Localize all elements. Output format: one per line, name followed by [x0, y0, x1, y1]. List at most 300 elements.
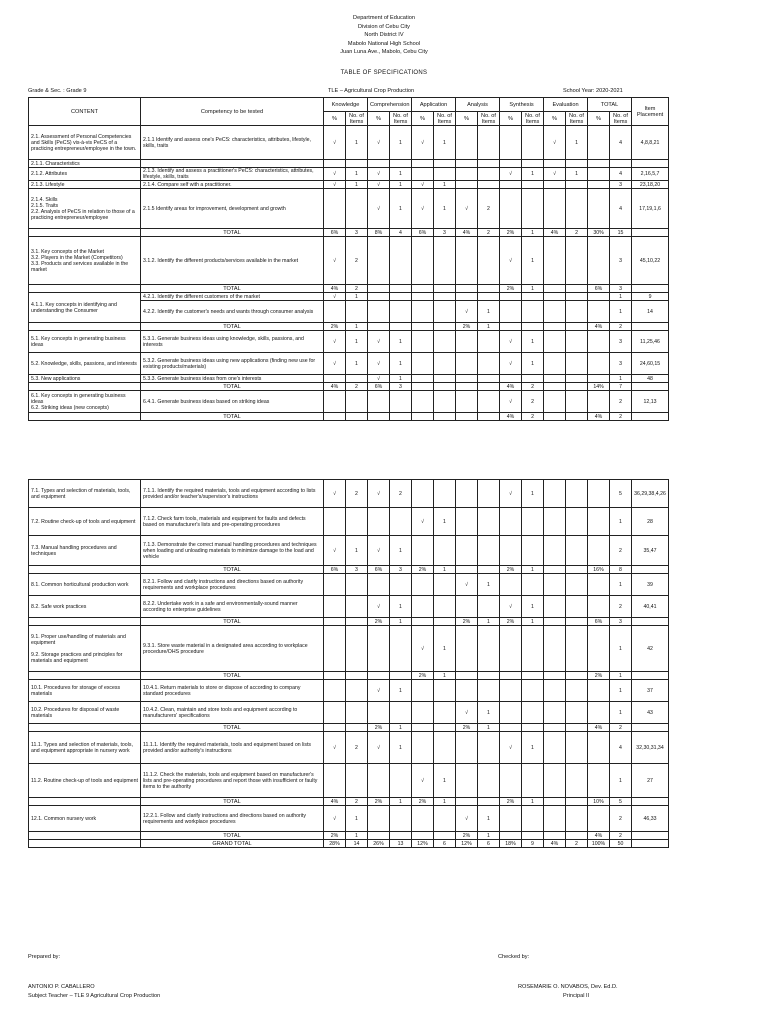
total-value	[566, 285, 588, 293]
check-cell	[500, 508, 522, 536]
item-count-cell	[522, 680, 544, 702]
table-row	[29, 574, 669, 596]
item-count-cell	[346, 508, 368, 536]
check-cell	[500, 293, 522, 301]
total-value	[434, 383, 456, 391]
total-value: 2%	[324, 323, 346, 331]
checked-by-label: Checked by:	[498, 954, 530, 960]
check-cell	[324, 764, 346, 798]
item-count-cell	[522, 160, 544, 168]
total-value: 8%	[368, 229, 390, 237]
total-value	[412, 413, 434, 421]
check-cell	[368, 160, 390, 168]
check-cell: √	[368, 732, 390, 764]
total-percent	[588, 596, 610, 618]
checked-by-role: Principal II	[563, 993, 590, 999]
item-count-cell: 1	[346, 536, 368, 566]
item-count-cell	[522, 806, 544, 832]
item-count-cell	[566, 331, 588, 353]
item-placement: 12,13	[632, 391, 669, 413]
item-placement: 35,47	[632, 536, 669, 566]
total-value	[566, 832, 588, 840]
item-count-cell	[434, 160, 456, 168]
total-spacer	[29, 618, 141, 626]
item-count-cell	[434, 331, 456, 353]
item-count-cell: 1	[346, 293, 368, 301]
content-cell: 7.1. Types and selection of materials, tools, and equipment	[29, 480, 141, 508]
item-count-cell	[434, 237, 456, 285]
total-value: 2%	[456, 832, 478, 840]
content-cell: 5.3. New applications	[29, 375, 141, 383]
total-value: 1	[390, 724, 412, 732]
content-cell: 5.2. Knowledge, skills, passions, and interests	[29, 353, 141, 375]
total-value: 1	[390, 618, 412, 626]
total-percent	[588, 181, 610, 189]
check-cell	[324, 596, 346, 618]
total-percent: 2%	[588, 672, 610, 680]
total-items: 3	[610, 181, 632, 189]
table-row	[29, 391, 669, 413]
total-spacer	[29, 672, 141, 680]
competency-cell: 8.2.2. Undertake work in a safe and environmentally-sound manner according to enterprise guidelines	[141, 596, 324, 618]
item-count-cell	[522, 574, 544, 596]
total-value: 12%	[456, 840, 478, 848]
total-value	[390, 413, 412, 421]
item-count-cell	[522, 375, 544, 383]
total-spacer	[29, 724, 141, 732]
total-items	[610, 160, 632, 168]
total-percent: 10%	[588, 798, 610, 806]
total-value: 4%	[544, 840, 566, 848]
total-label: TOTAL	[141, 383, 324, 391]
item-count-cell	[478, 596, 500, 618]
item-count-cell	[434, 168, 456, 181]
item-count-cell	[346, 574, 368, 596]
check-cell: √	[500, 353, 522, 375]
content-cell: 7.2. Routine check-up of tools and equipment	[29, 508, 141, 536]
percent-subheader: %	[368, 112, 390, 126]
total-spacer	[29, 229, 141, 237]
total-value	[566, 672, 588, 680]
item-count-cell	[566, 181, 588, 189]
check-cell	[324, 574, 346, 596]
total-value: 1	[434, 566, 456, 574]
check-cell	[500, 574, 522, 596]
item-count-cell: 1	[390, 375, 412, 383]
table-row	[29, 806, 669, 832]
total-value	[544, 618, 566, 626]
total-value	[566, 383, 588, 391]
item-count-cell	[566, 574, 588, 596]
total-items: 3	[610, 618, 632, 626]
total-row	[29, 618, 669, 626]
total-value	[324, 724, 346, 732]
check-cell	[412, 301, 434, 323]
check-cell	[500, 375, 522, 383]
header-line: Mabolo National High School	[347, 40, 421, 47]
total-value	[456, 798, 478, 806]
item-count-cell	[566, 391, 588, 413]
total-value	[566, 566, 588, 574]
item-placement: 45,10,22	[632, 237, 669, 285]
total-spacer	[29, 566, 141, 574]
total-value	[324, 618, 346, 626]
total-value	[522, 832, 544, 840]
item-count-cell: 1	[390, 181, 412, 189]
total-row	[29, 323, 669, 331]
item-count-cell: 1	[346, 126, 368, 160]
total-percent	[588, 536, 610, 566]
content-cell: 10.2. Procedures for disposal of waste materials	[29, 702, 141, 724]
content-header: CONTENT	[29, 98, 141, 126]
total-items: 2	[610, 413, 632, 421]
item-count-cell	[434, 293, 456, 301]
item-count-cell	[346, 301, 368, 323]
check-cell: √	[412, 126, 434, 160]
total-items: 1	[610, 702, 632, 724]
check-cell	[368, 574, 390, 596]
competency-cell: 5.3.2. Generate business ideas using new applications (finding new use for existing products/materials)	[141, 353, 324, 375]
check-cell: √	[324, 293, 346, 301]
competency-cell: 2.1.1 Identify and assess one's PeCS: characteristics, attributes, lifestyle, skills, traits	[141, 126, 324, 160]
item-count-cell	[522, 626, 544, 672]
total-value: 2%	[500, 566, 522, 574]
item-count-cell	[478, 680, 500, 702]
item-count-cell	[478, 181, 500, 189]
table-row	[29, 293, 669, 301]
total-value	[346, 672, 368, 680]
competency-cell: 4.2.1. Identify the different customers of the market	[141, 293, 324, 301]
total-value	[544, 383, 566, 391]
content-cell: 9.1. Proper use/handling of materials and equipment 9.2. Storage practices and principles for materials and equipment	[29, 626, 141, 672]
check-cell	[412, 680, 434, 702]
check-cell	[544, 574, 566, 596]
total-value	[390, 672, 412, 680]
total-items: 1	[610, 626, 632, 672]
total-value	[368, 832, 390, 840]
competency-cell: 10.4.1. Return materials to store or dispose of according to company standard procedures	[141, 680, 324, 702]
competency-cell: 2.1.5 Identify areas for improvement, development and growth	[141, 189, 324, 229]
total-percent	[588, 353, 610, 375]
total-percent	[588, 160, 610, 168]
check-cell	[544, 806, 566, 832]
total-percent	[588, 732, 610, 764]
total-label: TOTAL	[141, 798, 324, 806]
item-count-cell	[478, 508, 500, 536]
total-percent: 4%	[588, 323, 610, 331]
item-placement: 37	[632, 680, 669, 702]
check-cell: √	[500, 168, 522, 181]
total-value	[368, 413, 390, 421]
item-count-cell	[390, 574, 412, 596]
total-value	[544, 323, 566, 331]
total-label: TOTAL	[141, 323, 324, 331]
check-cell	[544, 375, 566, 383]
total-value: 6%	[368, 383, 390, 391]
total-value: 1	[478, 724, 500, 732]
item-count-cell	[522, 126, 544, 160]
competency-cell: 7.1.3. Demonstrate the correct manual handling procedures and techniques when loading and unloading materials to minimize damage to the load and vehicle	[141, 536, 324, 566]
check-cell	[500, 181, 522, 189]
total-value	[456, 413, 478, 421]
total-value: 9	[522, 840, 544, 848]
item-placement-header: Item Placement	[632, 98, 669, 126]
total-value: 1	[522, 618, 544, 626]
total-value: 2%	[368, 618, 390, 626]
percent-subheader: %	[500, 112, 522, 126]
total-items: 2	[610, 536, 632, 566]
check-cell	[456, 596, 478, 618]
total-value	[412, 724, 434, 732]
total-value: 3	[346, 566, 368, 574]
item-count-cell	[390, 391, 412, 413]
item-count-cell	[346, 375, 368, 383]
total-value	[456, 285, 478, 293]
item-count-cell	[390, 293, 412, 301]
item-count-cell: 1	[390, 168, 412, 181]
check-cell	[544, 189, 566, 229]
total-value: 18%	[500, 840, 522, 848]
check-cell	[456, 126, 478, 160]
item-count-cell	[566, 375, 588, 383]
total-row	[29, 285, 669, 293]
total-items: 1	[610, 672, 632, 680]
total-value: 6%	[324, 566, 346, 574]
total-value	[522, 323, 544, 331]
check-cell	[412, 160, 434, 168]
total-spacer	[29, 798, 141, 806]
document-title: TABLE OF SPECIFICATIONS	[340, 70, 428, 76]
percent-subheader: %	[588, 112, 610, 126]
total-items: 2	[610, 724, 632, 732]
total-value: 2%	[500, 618, 522, 626]
check-cell	[324, 391, 346, 413]
item-count-cell	[434, 353, 456, 375]
item-count-cell	[566, 680, 588, 702]
content-cell: 12.1. Common nursery work	[29, 806, 141, 832]
check-cell	[324, 301, 346, 323]
items-subheader: No. of Items	[434, 112, 456, 126]
item-placement	[632, 285, 669, 293]
total-value: 2%	[412, 798, 434, 806]
item-count-cell: 1	[522, 596, 544, 618]
item-count-cell	[566, 353, 588, 375]
check-cell	[500, 764, 522, 798]
total-percent	[588, 480, 610, 508]
total-value	[566, 798, 588, 806]
table-row	[29, 702, 669, 724]
total-value	[434, 413, 456, 421]
total-value	[478, 413, 500, 421]
item-count-cell	[346, 596, 368, 618]
items-subheader: No. of Items	[390, 112, 412, 126]
total-percent: 4%	[588, 724, 610, 732]
total-label: TOTAL	[141, 618, 324, 626]
check-cell: √	[412, 508, 434, 536]
item-placement: 11,25,46	[632, 331, 669, 353]
check-cell	[456, 626, 478, 672]
item-count-cell: 1	[522, 237, 544, 285]
check-cell	[412, 732, 434, 764]
item-count-cell	[346, 160, 368, 168]
check-cell	[544, 181, 566, 189]
item-count-cell: 1	[522, 480, 544, 508]
item-count-cell	[522, 293, 544, 301]
check-cell	[544, 480, 566, 508]
total-value: 2%	[368, 798, 390, 806]
total-row	[29, 383, 669, 391]
item-count-cell	[478, 626, 500, 672]
total-percent: 4%	[588, 832, 610, 840]
table-row	[29, 626, 669, 672]
item-placement: 28	[632, 508, 669, 536]
competency-cell: 8.2.1. Follow and clarify instructions and directions based on authority requirements and workplace procedures	[141, 574, 324, 596]
competency-header: Competency to be tested	[141, 98, 324, 126]
check-cell	[500, 680, 522, 702]
header-line: Department of Education	[353, 15, 415, 21]
table-row	[29, 189, 669, 229]
content-cell: 4.1.1. Key concepts in identifying and understanding the Consumer	[29, 293, 141, 323]
total-percent	[588, 680, 610, 702]
check-cell	[456, 168, 478, 181]
check-cell	[412, 702, 434, 724]
total-percent	[588, 301, 610, 323]
items-subheader: No. of Items	[522, 112, 544, 126]
total-value: 26%	[368, 840, 390, 848]
item-count-cell	[566, 293, 588, 301]
total-row	[29, 229, 669, 237]
percent-subheader: %	[544, 112, 566, 126]
total-value: 2%	[324, 832, 346, 840]
check-cell: √	[544, 126, 566, 160]
item-count-cell: 1	[346, 168, 368, 181]
check-cell: √	[324, 181, 346, 189]
check-cell: √	[324, 806, 346, 832]
item-count-cell	[478, 764, 500, 798]
competency-cell: 2.1.4. Compare self with a practitioner.	[141, 181, 324, 189]
total-spacer	[29, 383, 141, 391]
item-count-cell: 1	[390, 189, 412, 229]
total-value	[522, 672, 544, 680]
item-placement: 24,60,15	[632, 353, 669, 375]
total-value	[390, 285, 412, 293]
total-value: 6%	[324, 229, 346, 237]
check-cell: √	[500, 391, 522, 413]
check-cell	[412, 806, 434, 832]
check-cell: √	[456, 806, 478, 832]
item-count-cell	[434, 702, 456, 724]
header-line: Juan Luna Ave., Mabolo, Cebu City	[340, 49, 428, 55]
total-value: 4%	[324, 383, 346, 391]
check-cell	[544, 596, 566, 618]
item-count-cell	[566, 237, 588, 285]
total-percent: 14%	[588, 383, 610, 391]
total-value	[500, 724, 522, 732]
total-percent	[588, 626, 610, 672]
total-percent	[588, 189, 610, 229]
total-value	[368, 672, 390, 680]
total-items: 15	[610, 229, 632, 237]
total-value: 28%	[324, 840, 346, 848]
percent-subheader: %	[324, 112, 346, 126]
competency-cell: 12.2.1. Follow and clarify instructions and directions based on authority requirements and workplace procedures	[141, 806, 324, 832]
check-cell	[412, 480, 434, 508]
total-percent	[588, 764, 610, 798]
check-cell: √	[456, 702, 478, 724]
total-header: TOTAL	[588, 98, 632, 112]
check-cell	[368, 764, 390, 798]
total-row	[29, 566, 669, 574]
item-count-cell	[390, 301, 412, 323]
total-value	[346, 618, 368, 626]
item-count-cell: 1	[478, 574, 500, 596]
item-count-cell: 1	[522, 353, 544, 375]
item-count-cell	[434, 732, 456, 764]
item-count-cell: 1	[390, 732, 412, 764]
competency-cell: 5.3.1. Generate business ideas using knowledge, skills, passions, and interests	[141, 331, 324, 353]
total-percent: 6%	[588, 618, 610, 626]
check-cell	[412, 293, 434, 301]
total-value: 4%	[500, 413, 522, 421]
check-cell	[500, 626, 522, 672]
item-count-cell	[434, 536, 456, 566]
check-cell: √	[412, 189, 434, 229]
item-count-cell	[522, 536, 544, 566]
total-value	[500, 323, 522, 331]
total-row	[29, 413, 669, 421]
check-cell	[324, 508, 346, 536]
item-count-cell: 1	[390, 126, 412, 160]
item-count-cell	[478, 353, 500, 375]
check-cell: √	[368, 480, 390, 508]
check-cell	[412, 353, 434, 375]
document-header	[0, 14, 768, 57]
total-value: 2%	[412, 566, 434, 574]
check-cell: √	[368, 680, 390, 702]
item-placement	[632, 229, 669, 237]
check-cell	[456, 237, 478, 285]
content-cell: 2.1.4. Skills 2.1.5. Traits 2.2. Analysis of PeCS in relation to those of a practicing entrepreneur/employee	[29, 189, 141, 229]
total-value: 1	[434, 798, 456, 806]
check-cell	[456, 375, 478, 383]
grade-section: Grade & Sec. : Grade 9	[28, 88, 87, 94]
item-count-cell	[478, 168, 500, 181]
check-cell	[500, 536, 522, 566]
item-count-cell	[566, 189, 588, 229]
item-count-cell	[478, 331, 500, 353]
check-cell	[544, 237, 566, 285]
total-value	[346, 724, 368, 732]
competency-cell: 2.1.3. Identify and assess a practitioner's PeCS: characteristics, attributes, lifestyle, skills, traits	[141, 168, 324, 181]
total-items: 2	[610, 832, 632, 840]
item-placement	[632, 840, 669, 848]
item-count-cell	[566, 702, 588, 724]
competency-cell: 6.4.1. Generate business ideas based on striking ideas	[141, 391, 324, 413]
total-row	[29, 832, 669, 840]
total-items: 4	[610, 189, 632, 229]
content-cell: 8.2. Safe work practices	[29, 596, 141, 618]
item-count-cell: 1	[434, 126, 456, 160]
check-cell	[544, 732, 566, 764]
total-percent	[588, 702, 610, 724]
table-row	[29, 237, 669, 285]
total-value	[456, 383, 478, 391]
total-value	[566, 323, 588, 331]
total-items: 2	[610, 391, 632, 413]
total-items: 1	[610, 680, 632, 702]
table-row	[29, 732, 669, 764]
total-items: 2	[610, 323, 632, 331]
